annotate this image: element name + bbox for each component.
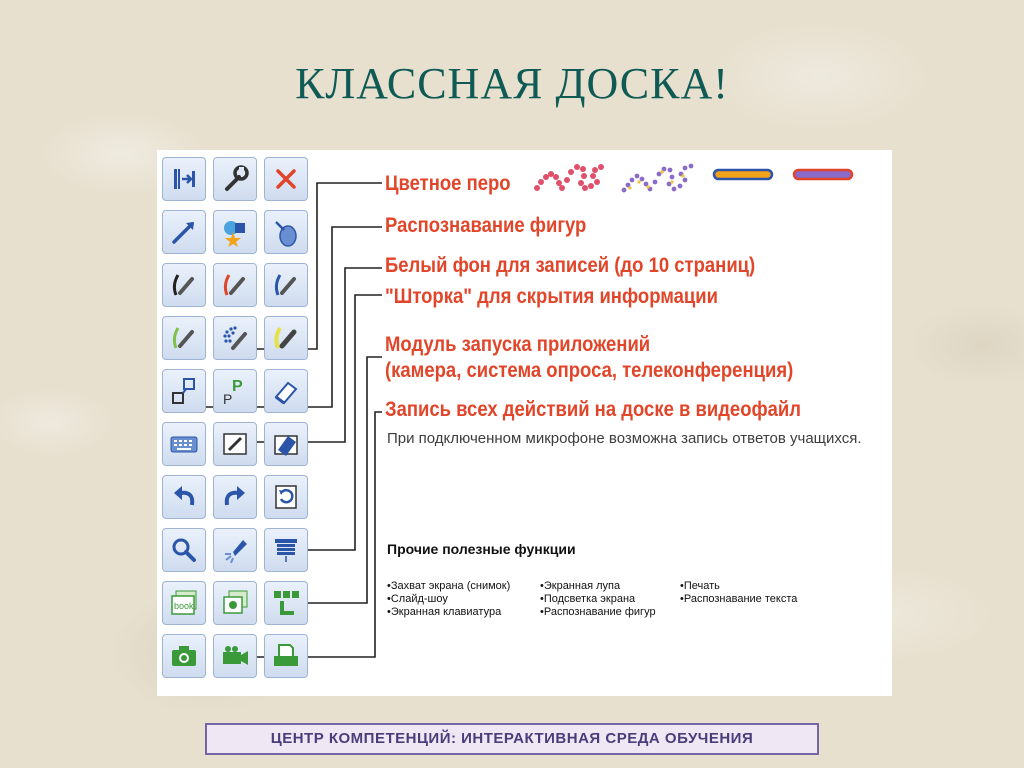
- redo-icon[interactable]: [213, 475, 257, 519]
- svg-text:P: P: [223, 391, 233, 407]
- close-icon[interactable]: [264, 157, 308, 201]
- shape-recognize-icon[interactable]: [162, 369, 206, 413]
- red-pen-icon[interactable]: [213, 263, 257, 307]
- apps-icon[interactable]: [264, 581, 308, 625]
- book-icon[interactable]: [162, 581, 206, 625]
- list-item: •Распознавание текста: [680, 593, 798, 605]
- svg-text:book: book: [174, 601, 194, 611]
- black-pen-icon[interactable]: [162, 263, 206, 307]
- whiteboard-icon[interactable]: [213, 422, 257, 466]
- green-pen-icon[interactable]: [162, 316, 206, 360]
- camera-icon[interactable]: [162, 634, 206, 678]
- curtain-icon[interactable]: [264, 528, 308, 572]
- label-color-pen: Цветное перо: [385, 172, 511, 195]
- keyboard-icon[interactable]: [162, 422, 206, 466]
- spotlight-icon[interactable]: [213, 528, 257, 572]
- blue-pen-icon[interactable]: [264, 263, 308, 307]
- highlighter-pen-icon[interactable]: [264, 316, 308, 360]
- list-item: •Захват экрана (снимок): [387, 580, 511, 592]
- label-curtain: "Шторка" для скрытия информации: [385, 285, 719, 308]
- shapes-icon[interactable]: [213, 210, 257, 254]
- refresh-icon[interactable]: [264, 475, 308, 519]
- other-functions-heading: Прочие полезные функции: [387, 541, 576, 557]
- list-item: •Слайд-шоу: [387, 593, 448, 605]
- footer-banner: ЦЕНТР КОМПЕТЕНЦИЙ: ИНТЕРАКТИВНАЯ СРЕДА ОБУЧЕНИЯ: [205, 723, 819, 755]
- slideshow-icon[interactable]: [213, 581, 257, 625]
- other-functions-col3: [680, 580, 797, 606]
- list-item: •Подсветка экрана: [540, 593, 636, 605]
- page-switch-icon[interactable]: [162, 157, 206, 201]
- other-functions-col2: [540, 580, 656, 619]
- text-recognize-icon[interactable]: [213, 369, 257, 413]
- label-whiteboard: Белый фон для записей (до 10 страниц): [385, 254, 756, 277]
- page-title: КЛАССНАЯ ДОСКА!: [295, 59, 729, 108]
- dotted-pen-icon[interactable]: [213, 316, 257, 360]
- label-record-note: При подключенном микрофоне возможна запись ответов учащихся.: [387, 430, 862, 447]
- mouse-icon[interactable]: [264, 210, 308, 254]
- list-item: •Распознавание фигур: [540, 606, 656, 618]
- undo-icon[interactable]: [162, 475, 206, 519]
- label-app-launcher: Модуль запуска приложений: [385, 333, 651, 356]
- eraser-icon[interactable]: [264, 369, 308, 413]
- wrench-icon[interactable]: [213, 157, 257, 201]
- label-shape-recognition: Распознавание фигур: [385, 214, 587, 237]
- list-item: •Экранная лупа: [540, 580, 621, 592]
- magnifier-icon[interactable]: [162, 528, 206, 572]
- toolbar-illustration: [157, 150, 892, 696]
- video-camera-icon[interactable]: [213, 634, 257, 678]
- list-item: •Экранная клавиатура: [387, 606, 502, 618]
- pen-samples: [529, 152, 859, 202]
- other-functions-col1: [387, 580, 510, 619]
- label-app-launcher-details: (камера, система опроса, телеконференция): [385, 359, 794, 382]
- list-item: •Печать: [680, 580, 720, 592]
- svg-text:P: P: [232, 378, 243, 395]
- print-icon[interactable]: [264, 634, 308, 678]
- arrow-pen-icon[interactable]: [162, 210, 206, 254]
- label-video-record: Запись всех действий на доске в видеофайл: [385, 398, 802, 421]
- clear-icon[interactable]: [264, 422, 308, 466]
